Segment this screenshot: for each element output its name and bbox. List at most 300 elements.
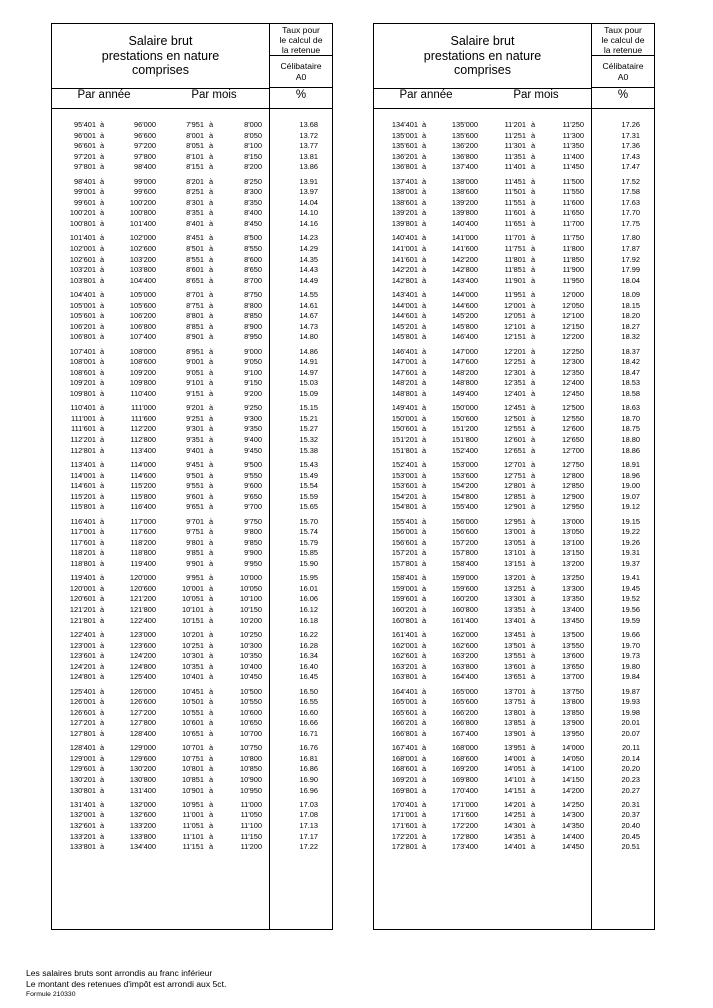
monthly-to: 12'250 <box>562 346 584 356</box>
monthly-to: 10'550 <box>240 697 262 707</box>
rate-percent: 15.27 <box>299 424 318 434</box>
monthly-to: 13'550 <box>562 640 584 650</box>
row-group <box>52 573 332 626</box>
table-row <box>52 198 332 209</box>
separator: à <box>531 697 536 707</box>
table-row <box>374 708 654 719</box>
annual-to: 97'200 <box>134 141 156 151</box>
header-title-line: prestations en nature <box>101 48 220 63</box>
rate-percent: 18.42 <box>621 357 640 367</box>
monthly-to: 11'350 <box>562 141 584 151</box>
annual-from: 96'601 <box>74 141 96 151</box>
annual-to: 173'400 <box>451 842 478 852</box>
table-row <box>374 559 654 570</box>
monthly-to: 11'400 <box>562 151 584 161</box>
monthly-to: 9'150 <box>244 378 262 388</box>
annual-from: 164'401 <box>391 686 418 696</box>
rate-percent: 15.03 <box>299 378 318 388</box>
monthly-to: 13'050 <box>562 527 584 537</box>
separator: à <box>422 697 427 707</box>
monthly-from: 10'851 <box>182 775 204 784</box>
monthly-to: 10'750 <box>240 743 262 753</box>
table-row <box>374 471 654 482</box>
monthly-from: 8'201 <box>186 176 204 186</box>
monthly-to: 11'800 <box>562 243 584 253</box>
separator: à <box>209 289 214 299</box>
table-row <box>52 754 332 765</box>
monthly-from: 12'651 <box>504 445 526 455</box>
col-header-year: Par année <box>77 89 131 101</box>
separator: à <box>209 413 214 423</box>
separator: à <box>531 141 536 151</box>
row-group <box>374 290 654 343</box>
table-row <box>52 573 332 584</box>
table-row <box>374 460 654 471</box>
monthly-from: 14'151 <box>504 785 526 795</box>
row-group <box>52 630 332 683</box>
annual-to: 113'400 <box>130 445 156 455</box>
separator: à <box>531 275 536 285</box>
monthly-to: 14'000 <box>562 743 584 753</box>
annual-from: 153'601 <box>391 481 418 491</box>
annual-to: 114'600 <box>130 470 156 480</box>
annual-from: 125'401 <box>69 686 96 696</box>
separator: à <box>422 459 427 469</box>
annual-from: 136'201 <box>391 151 418 161</box>
monthly-to: 14'450 <box>562 842 584 852</box>
monthly-to: 12'350 <box>562 367 584 377</box>
table-row <box>52 414 332 425</box>
header-rule <box>374 108 591 109</box>
separator: à <box>422 842 427 852</box>
separator: à <box>209 785 214 795</box>
separator: à <box>209 573 214 583</box>
separator: à <box>531 219 536 229</box>
separator: à <box>422 651 427 661</box>
annual-from: 153'001 <box>391 470 418 480</box>
annual-to: 156'600 <box>451 527 478 537</box>
rate-percent: 17.47 <box>621 162 640 172</box>
monthly-to: 8'250 <box>244 176 262 186</box>
separator: à <box>422 629 427 639</box>
rate-percent: 14.55 <box>299 289 318 299</box>
monthly-from: 13'251 <box>504 583 526 593</box>
annual-to: 148'200 <box>451 367 478 377</box>
rate-percent: 14.73 <box>299 321 318 331</box>
rate-percent: 19.66 <box>621 629 640 639</box>
table-row <box>374 301 654 312</box>
rate-percent: 18.58 <box>621 389 640 398</box>
rate-percent: 19.56 <box>621 605 640 615</box>
separator: à <box>100 243 105 253</box>
rate-percent: 15.74 <box>299 527 318 537</box>
row-group <box>52 347 332 400</box>
annual-from: 103'801 <box>69 275 96 285</box>
monthly-from: 12'801 <box>504 481 526 491</box>
separator: à <box>100 537 105 547</box>
monthly-from: 12'001 <box>504 300 526 310</box>
rate-percent: 14.35 <box>299 254 318 264</box>
separator: à <box>422 445 427 455</box>
rate-percent: 14.86 <box>299 346 318 356</box>
annual-from: 99'601 <box>74 197 96 207</box>
annual-from: 149'401 <box>391 403 418 413</box>
annual-from: 138'001 <box>391 187 418 197</box>
separator: à <box>531 445 536 455</box>
separator: à <box>100 197 105 207</box>
monthly-to: 11'500 <box>562 176 584 186</box>
annual-to: 117'000 <box>130 516 156 526</box>
annual-from: 100'201 <box>69 208 96 218</box>
separator: à <box>531 378 536 388</box>
separator: à <box>209 233 214 243</box>
table-row <box>374 389 654 400</box>
annual-from: 115'201 <box>70 491 96 501</box>
table-row <box>52 290 332 301</box>
monthly-from: 8'101 <box>186 151 204 161</box>
separator: à <box>531 311 536 321</box>
separator: à <box>422 424 427 434</box>
monthly-from: 13'101 <box>504 548 526 558</box>
separator: à <box>209 651 214 661</box>
separator: à <box>100 445 105 455</box>
rate-percent: 20.20 <box>621 764 640 774</box>
row-group <box>374 177 654 230</box>
table-row <box>52 152 332 163</box>
annual-to: 105'600 <box>129 300 156 310</box>
monthly-from: 9'201 <box>186 403 204 413</box>
rate-percent: 19.07 <box>621 491 640 501</box>
table-row <box>52 424 332 435</box>
annual-from: 127'801 <box>69 728 96 738</box>
table-row <box>374 414 654 425</box>
monthly-to: 12'550 <box>562 413 584 423</box>
separator: à <box>422 176 427 186</box>
monthly-to: 12'400 <box>562 378 584 388</box>
rate-percent: 17.08 <box>299 810 318 820</box>
table-row <box>52 131 332 142</box>
separator: à <box>100 219 105 229</box>
separator: à <box>531 130 536 140</box>
monthly-from: 14'101 <box>504 775 526 784</box>
table-row <box>374 141 654 152</box>
monthly-from: 11'151 <box>182 842 204 852</box>
header-rule <box>592 108 654 109</box>
separator: à <box>209 346 214 356</box>
table-row <box>374 842 654 853</box>
rate-percent: 16.45 <box>299 672 318 682</box>
separator: à <box>422 289 427 299</box>
annual-to: 122'400 <box>129 615 156 625</box>
rate-percent: 13.97 <box>299 187 318 197</box>
annual-from: 147'601 <box>391 367 418 377</box>
monthly-to: 8'850 <box>244 311 262 321</box>
monthly-to: 8'500 <box>244 233 262 243</box>
header-title-line: prestations en nature <box>423 48 542 63</box>
monthly-to: 11'100 <box>240 821 262 831</box>
separator: à <box>209 243 214 253</box>
rate-percent: 18.63 <box>621 403 640 413</box>
monthly-from: 13'201 <box>504 573 526 583</box>
table-row <box>374 233 654 244</box>
annual-to: 127'800 <box>129 718 156 728</box>
monthly-from: 12'451 <box>504 403 526 413</box>
rate-percent: 13.68 <box>299 120 318 129</box>
separator: à <box>531 605 536 615</box>
monthly-from: 10'951 <box>182 799 204 809</box>
monthly-from: 10'151 <box>182 615 204 625</box>
monthly-to: 13'000 <box>562 516 584 526</box>
separator: à <box>422 187 427 197</box>
table-row <box>52 481 332 492</box>
table-row <box>52 502 332 513</box>
separator: à <box>209 367 214 377</box>
annual-to: 111'000 <box>131 403 156 413</box>
monthly-to: 9'950 <box>244 558 262 568</box>
annual-to: 141'000 <box>451 233 478 243</box>
separator: à <box>100 357 105 367</box>
monthly-from: 11'601 <box>504 208 526 218</box>
annual-from: 150'001 <box>391 413 418 423</box>
annual-from: 129'601 <box>69 764 96 774</box>
separator: à <box>100 764 105 774</box>
monthly-from: 11'301 <box>504 141 526 151</box>
monthly-from: 12'551 <box>504 424 526 434</box>
annual-from: 156'601 <box>391 537 418 547</box>
annual-from: 142'801 <box>391 275 418 285</box>
annual-to: 118'200 <box>130 537 156 547</box>
annual-from: 172'801 <box>391 842 418 852</box>
table-row <box>374 177 654 188</box>
annual-to: 159'600 <box>451 583 478 593</box>
annual-to: 168'000 <box>451 743 478 753</box>
monthly-from: 10'901 <box>182 785 204 795</box>
monthly-from: 10'351 <box>182 661 204 671</box>
monthly-to: 11'700 <box>562 219 584 229</box>
monthly-from: 8'151 <box>186 162 204 172</box>
separator: à <box>422 831 427 841</box>
table-row <box>52 322 332 333</box>
separator: à <box>531 208 536 218</box>
separator: à <box>209 445 214 455</box>
table-row <box>52 687 332 698</box>
separator: à <box>422 502 427 512</box>
annual-to: 167'400 <box>451 728 478 738</box>
rate-percent: 14.97 <box>299 367 318 377</box>
annual-from: 105'601 <box>69 311 96 321</box>
annual-from: 117'001 <box>70 527 96 537</box>
rate-percent: 16.60 <box>299 707 318 717</box>
monthly-to: 11'950 <box>562 275 584 285</box>
separator: à <box>100 424 105 434</box>
annual-from: 106'201 <box>69 321 96 331</box>
annual-from: 120'001 <box>69 583 96 593</box>
monthly-from: 11'901 <box>504 275 526 285</box>
monthly-to: 10'900 <box>240 775 262 784</box>
rate-percent: 14.04 <box>299 197 318 207</box>
rate-percent: 18.09 <box>621 289 640 299</box>
table-row <box>374 810 654 821</box>
table-row <box>52 708 332 719</box>
table-row <box>52 460 332 471</box>
monthly-to: 13'300 <box>562 583 584 593</box>
table-row <box>52 162 332 173</box>
separator: à <box>100 686 105 696</box>
table-row <box>52 403 332 414</box>
monthly-from: 12'201 <box>504 346 526 356</box>
annual-to: 166'200 <box>451 707 478 717</box>
table-row <box>52 219 332 230</box>
separator: à <box>209 357 214 367</box>
annual-from: 168'601 <box>391 764 418 774</box>
monthly-to: 11'650 <box>562 208 584 218</box>
separator: à <box>100 799 105 809</box>
rate-percent: 16.96 <box>299 785 318 795</box>
annual-from: 124'801 <box>69 672 96 682</box>
annual-from: 148'201 <box>391 378 418 388</box>
separator: à <box>209 321 214 331</box>
rate-percent: 16.18 <box>299 615 318 625</box>
monthly-from: 8'851 <box>186 321 204 331</box>
table-row <box>374 584 654 595</box>
monthly-to: 10'150 <box>240 605 262 615</box>
separator: à <box>209 311 214 321</box>
separator: à <box>100 470 105 480</box>
annual-to: 129'600 <box>129 753 156 763</box>
separator: à <box>531 686 536 696</box>
annual-to: 120'600 <box>129 583 156 593</box>
monthly-to: 8'150 <box>244 151 262 161</box>
table-row <box>52 141 332 152</box>
annual-to: 129'000 <box>129 743 156 753</box>
separator: à <box>531 413 536 423</box>
table-row <box>52 538 332 549</box>
rate-percent: 18.70 <box>621 413 640 423</box>
monthly-from: 8'751 <box>186 300 204 310</box>
col-header-month: Par mois <box>513 89 559 101</box>
separator: à <box>422 130 427 140</box>
monthly-from: 8'251 <box>186 187 204 197</box>
separator: à <box>209 728 214 738</box>
separator: à <box>209 162 214 172</box>
separator: à <box>422 378 427 388</box>
table-row <box>374 378 654 389</box>
form-number: Formule 210330 <box>26 991 76 998</box>
separator: à <box>422 435 427 445</box>
rate-percent: 18.37 <box>621 346 640 356</box>
separator: à <box>209 605 214 615</box>
rate-percent: 20.27 <box>621 785 640 795</box>
rate-percent: 19.73 <box>621 651 640 661</box>
separator: à <box>422 661 427 671</box>
monthly-to: 13'650 <box>562 661 584 671</box>
monthly-to: 14'100 <box>562 764 584 774</box>
annual-to: 138'600 <box>451 187 478 197</box>
separator: à <box>422 718 427 728</box>
annual-from: 169'801 <box>391 785 418 795</box>
annual-to: 120'000 <box>129 573 156 583</box>
header-rate-line: Taux pour <box>604 25 642 35</box>
separator: à <box>209 810 214 820</box>
row-group <box>374 460 654 513</box>
separator: à <box>209 686 214 696</box>
monthly-from: 11'701 <box>504 233 526 243</box>
separator: à <box>531 321 536 331</box>
monthly-to: 9'750 <box>244 516 262 526</box>
separator: à <box>209 548 214 558</box>
header-title-line: comprises <box>454 63 511 78</box>
separator: à <box>209 502 214 512</box>
annual-to: 106'800 <box>129 321 156 331</box>
rate-percent: 17.80 <box>621 233 640 243</box>
monthly-from: 9'301 <box>186 424 204 434</box>
separator: à <box>422 615 427 625</box>
rate-percent: 17.22 <box>299 842 318 852</box>
table-row <box>52 786 332 797</box>
annual-to: 104'400 <box>129 275 156 285</box>
monthly-from: 9'251 <box>186 413 204 423</box>
monthly-from: 9'951 <box>186 573 204 583</box>
header-title-line: Salaire brut <box>128 34 193 49</box>
monthly-from: 13'601 <box>504 661 526 671</box>
separator: à <box>100 346 105 356</box>
row-group <box>374 233 654 286</box>
separator: à <box>531 346 536 356</box>
monthly-from: 9'051 <box>186 367 204 377</box>
monthly-from: 8'501 <box>186 243 204 253</box>
monthly-from: 11'451 <box>504 176 526 186</box>
rate-percent: 19.26 <box>621 537 640 547</box>
separator: à <box>422 219 427 229</box>
annual-from: 139'801 <box>391 219 418 229</box>
annual-to: 166'800 <box>451 718 478 728</box>
separator: à <box>209 491 214 501</box>
annual-from: 171'601 <box>391 821 418 831</box>
header-rule <box>52 108 269 109</box>
rate-percent: 15.32 <box>299 435 318 445</box>
header-category <box>592 57 654 88</box>
annual-to: 125'400 <box>129 672 156 682</box>
rate-percent: 20.45 <box>621 831 640 841</box>
monthly-to: 13'100 <box>562 537 584 547</box>
monthly-to: 11'150 <box>240 831 262 841</box>
table-row <box>52 492 332 503</box>
table-row <box>374 492 654 503</box>
separator: à <box>531 470 536 480</box>
annual-to: 110'400 <box>130 389 156 398</box>
annual-to: 119'400 <box>130 558 156 568</box>
annual-to: 108'000 <box>129 346 156 356</box>
monthly-from: 9'151 <box>186 389 204 398</box>
separator: à <box>100 389 105 398</box>
separator: à <box>531 785 536 795</box>
table-row <box>374 435 654 446</box>
monthly-from: 13'801 <box>504 707 526 717</box>
monthly-from: 12'951 <box>504 516 526 526</box>
monthly-to: 12'700 <box>562 445 584 455</box>
header-rate <box>270 24 332 56</box>
monthly-from: 11'051 <box>182 821 204 831</box>
separator: à <box>209 799 214 809</box>
table-row <box>52 435 332 446</box>
table-row <box>52 120 332 131</box>
monthly-to: 10'100 <box>240 594 262 604</box>
annual-to: 169'200 <box>451 764 478 774</box>
monthly-to: 10'850 <box>240 764 262 774</box>
separator: à <box>100 605 105 615</box>
rate-percent: 17.17 <box>299 831 318 841</box>
rate-percent: 16.01 <box>299 583 318 593</box>
